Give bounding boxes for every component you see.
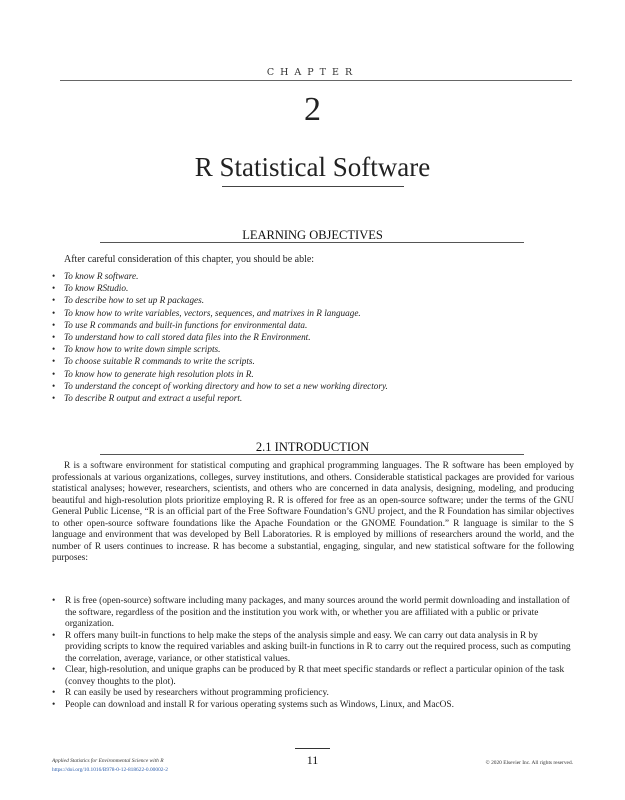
chapter-rule xyxy=(60,80,572,81)
list-item: • To know how to generate high resolution plots in R. xyxy=(52,368,254,379)
learning-objectives-rule xyxy=(100,242,524,243)
chapter-title: R Statistical Software xyxy=(194,152,431,182)
list-item: • To know RStudio. xyxy=(52,283,129,294)
footer-copyright: © 2020 Elsevier Inc. All rights reserved. xyxy=(485,760,573,766)
introduction-rule xyxy=(100,454,524,455)
list-item: • To know R software. xyxy=(52,271,139,281)
learning-objectives-heading: LEARNING OBJECTIVES xyxy=(242,228,383,242)
page-number: 11 xyxy=(306,753,319,767)
footer-doi-link[interactable]: https://doi.org/10.1016/B978-0-12-818622-0.00002-2 xyxy=(52,767,168,773)
introduction-heading: 2.1 INTRODUCTION xyxy=(255,440,370,454)
list-item: • To understand the concept of working directory and how to set a new working directory. xyxy=(52,380,388,391)
objectives-list xyxy=(52,270,388,404)
introduction-paragraph: R is a software environment for statistical computing and graphical programming languages. The R software has been employed by professionals at various organizations, colleges, survey institutions, and others. Considerable statistical packages are provided for various statistical analyses; however, researchers, scientists, and others who are concerned in data analysis, designing, modeling, and producing beautiful and high-resolution plots prioritize employing R. R is offered for free as an open-source software; under the terms of the GNU General Public License, “R is an official part of the Free Software Foundation’s GNU project, and the R Foundation has similar objectives to other open-source software foundations like the Apache Foundation or the GNOME Foundation.” R language is similar to the S language and environment that was developed by Bell Laboratories. R is employed by millions of researchers around the world, and the number of R users continues to increase. R has become a substantial, engaging, singular, and new statistical software for the following purposes: xyxy=(52,461,574,564)
list-item: • R can easily be used by researchers without programming proficiency. xyxy=(52,688,329,699)
footer-rule xyxy=(295,748,330,749)
list-item: • To describe R output and extract a useful report. xyxy=(52,393,243,404)
list-item: • R offers many built-in functions to help make the steps of the analysis simple and easy. We can carry out data analysis in R by providing scripts to know the required variables and asking built-in functions in R to carry out the required process, such as computing the correlation, average, variance, or other statistical values. xyxy=(52,630,571,664)
objectives-intro: After careful consideration of this chapter, you should be able: xyxy=(64,254,315,265)
list-item: • To know how to write variables, vectors, sequences, and matrixes in R language. xyxy=(52,307,361,318)
footer-book-title: Applied Statistics for Environmental Science with R xyxy=(52,758,164,764)
list-item: • To know how to write down simple scripts. xyxy=(52,344,221,355)
purposes-list xyxy=(52,596,574,711)
chapter-label: CHAPTER xyxy=(266,67,359,78)
title-underline xyxy=(222,186,404,187)
list-item: • To use R commands and built-in functions for environmental data. xyxy=(52,319,308,330)
list-item: • To understand how to call stored data files into the R Environment. xyxy=(52,332,311,343)
chapter-number: 2 xyxy=(304,91,321,128)
list-item: • R is free (open-source) software including many packages, and many sources around the world permit downloading and installation of the software, regardless of the position and the institution you work with, or whether you are affiliated with a public or private organization. xyxy=(52,596,570,630)
list-item: • To choose suitable R commands to write the scripts. xyxy=(52,356,255,367)
list-item: • People can download and install R for various operating systems such as Windows, Linux, and MacOS. xyxy=(52,699,454,710)
list-item: • Clear, high-resolution, and unique graphs can be produced by R that meet specific standards or reflect a particular opinion of the task (convey thoughts to the plot). xyxy=(52,665,565,687)
list-item: • To describe how to set up R packages. xyxy=(52,295,205,306)
